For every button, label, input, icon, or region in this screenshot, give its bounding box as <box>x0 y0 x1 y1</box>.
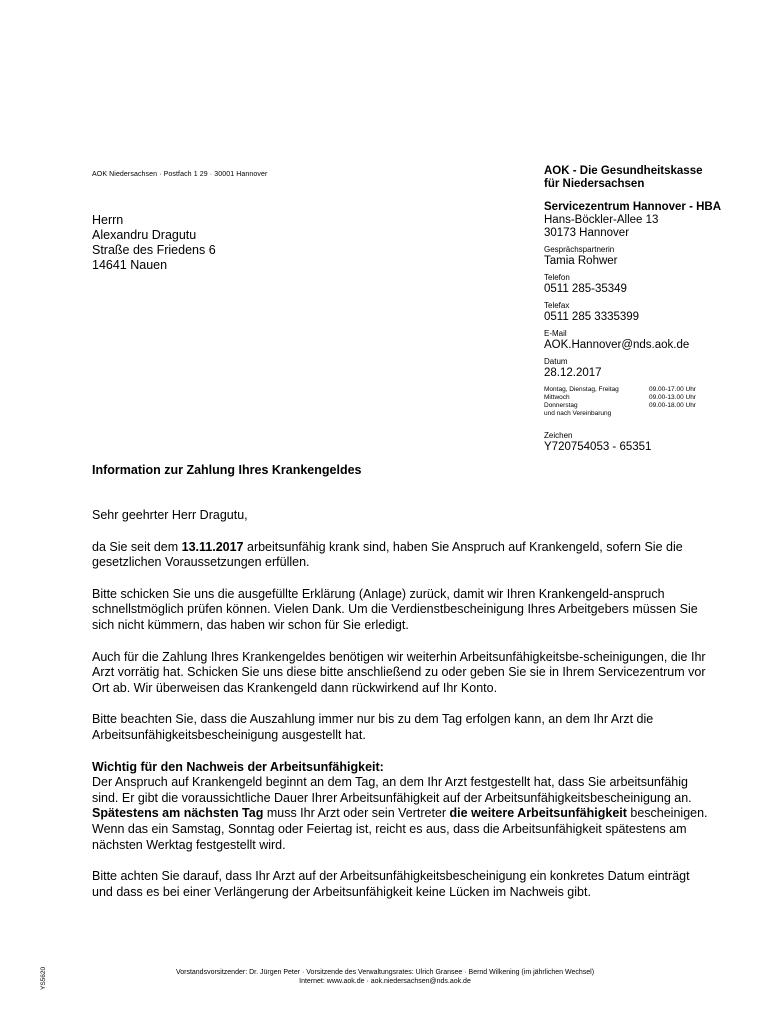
hours-day: und nach Vereinbarung <box>544 410 612 417</box>
sender-org-line1: AOK - Die Gesundheitskasse <box>544 165 703 177</box>
email-label: E-Mail <box>544 329 567 338</box>
sender-city: 30173 Hannover <box>544 227 630 239</box>
hours-row <box>544 386 744 394</box>
phone-label: Telefon <box>544 273 570 282</box>
letter-subject: Information zur Zahlung Ihres Krankengeldes <box>92 463 362 477</box>
hours-day: Montag, Dienstag, Freitag <box>544 386 619 393</box>
hours-day: Mittwoch <box>544 394 570 401</box>
p5-heading: Wichtig für den Nachweis der Arbeitsunfähigkeit: <box>92 759 384 774</box>
phone-value: 0511 285-35349 <box>544 283 627 295</box>
recipient-name: Alexandru Dragutu <box>92 228 197 242</box>
recipient-street: Straße des Friedens 6 <box>92 243 216 257</box>
letter-footer <box>90 968 680 986</box>
date-label: Datum <box>544 357 568 366</box>
return-address: AOK Niedersachsen · Postfach 1 29 · 30001 Hannover <box>92 171 268 178</box>
p5-a: Der Anspruch auf Krankengeld beginnt an dem Tag, an dem Ihr Arzt festgestellt hat, dass Sie arbeitsunfähig sind. Er gibt die voraussichtliche Dauer Ihrer Arbeitsunfähigkeit auf der Arbeitsunfähigkeitsbescheinigung an. <box>92 775 692 805</box>
sender-street: Hans-Böckler-Allee 13 <box>544 214 659 226</box>
footer-line-1: Vorstandsvorsitzender: Dr. Jürgen Peter · Vorsitzende des Verwaltungsrates: Ulrich Gransee · Bernd Wilkening (im jährlichen Wechsel) <box>175 969 595 976</box>
footer-line-2: Internet: www.aok.de · aok.niedersachsen@nds.aok.de <box>299 978 471 985</box>
letter-body <box>92 508 712 900</box>
fax-value: 0511 285 3335399 <box>544 311 640 323</box>
sender-org-line2: für Niedersachsen <box>544 178 645 190</box>
reference-value: Y720754053 - 65351 <box>544 441 652 453</box>
hours-row <box>544 394 744 402</box>
opening-hours <box>544 386 744 418</box>
paragraph-3: Auch für die Zahlung Ihres Krankengeldes benötigen wir weiterhin Arbeitsunfähigkeitsbe-scheinigungen, die Ihr Arzt vorrätig hat. Schicken Sie uns diese bitte anschließend zu oder geben Sie sie in Ihrem Servicezentrum vor Ort ab. Wir überweisen das Krankengeld dann rückwirkend auf Ihr Konto. <box>92 649 706 695</box>
p5-c: muss Ihr Arzt oder sein Vertreter <box>263 806 450 821</box>
recipient-city: 14641 Nauen <box>92 258 168 272</box>
p1-post: arbeitsunfähig krank sind, haben Sie Anspruch auf Krankengeld, sofern Sie die gesetzlichen Voraussetzungen erfüllen. <box>92 539 683 570</box>
p5-e: bescheinigen. Wenn das ein Samstag, Sonntag oder Feiertag ist, reicht es aus, dass die Arbeitsunfähigkeit spätestens am nächsten Werktag festgestellt wird. <box>92 806 708 852</box>
contact-name: Tamia Rohwer <box>544 255 618 267</box>
paragraph-2: Bitte schicken Sie uns die ausgefüllte Erklärung (Anlage) zurück, damit wir Ihren Krankengeld-anspruch schnellstmöglich prüfen können. Vielen Dank. Um die Verdienstbescheinigung Ihres Arbeitgebers müssen Sie sich nicht kümmern, das haben wir schon für Sie erledigt. <box>92 586 698 632</box>
paragraph-4: Bitte beachten Sie, dass die Auszahlung immer nur bis zu dem Tag erfolgen kann, an dem Ihr Arzt die Arbeitsunfähigkeitsbescheinigung ausgestellt hat. <box>92 712 654 742</box>
paragraph-1 <box>92 540 712 571</box>
date-value: 28.12.2017 <box>544 367 602 379</box>
reference-label: Zeichen <box>544 431 573 440</box>
p5-d: die weitere Arbeitsunfähigkeit <box>449 806 627 821</box>
paragraph-5 <box>92 760 712 854</box>
recipient-address <box>92 213 216 273</box>
hours-time: 09.00-17.00 Uhr <box>649 386 696 393</box>
hours-time: 09.00-18.00 Uhr <box>649 402 696 409</box>
hours-row <box>544 410 744 418</box>
paragraph-6: Bitte achten Sie darauf, dass Ihr Arzt auf der Arbeitsunfähigkeitsbescheinigung ein konkretes Datum einträgt und dass es bei einer Verlängerung der Arbeitsunfähigkeit keine Lücken im Nachweis gibt. <box>92 869 690 899</box>
contact-label: Gesprächspartnerin <box>544 245 615 254</box>
fax-label: Telefax <box>544 301 570 310</box>
hours-row <box>544 402 744 410</box>
sender-block <box>544 165 744 454</box>
recipient-salutation: Herrn <box>92 213 124 227</box>
p5-b: Spätestens am nächsten Tag <box>92 806 264 821</box>
hours-time: 09.00-13.00 Uhr <box>649 394 696 401</box>
greeting: Sehr geehrter Herr Dragutu, <box>92 508 248 522</box>
hours-day: Donnerstag <box>544 402 578 409</box>
side-code: YS5620 <box>40 966 47 990</box>
email-value: AOK.Hannover@nds.aok.de <box>544 339 690 351</box>
service-center-title: Servicezentrum Hannover - HBA <box>544 201 722 213</box>
p1-pre: da Sie seit dem <box>92 539 182 554</box>
p1-date: 13.11.2017 <box>181 539 244 554</box>
